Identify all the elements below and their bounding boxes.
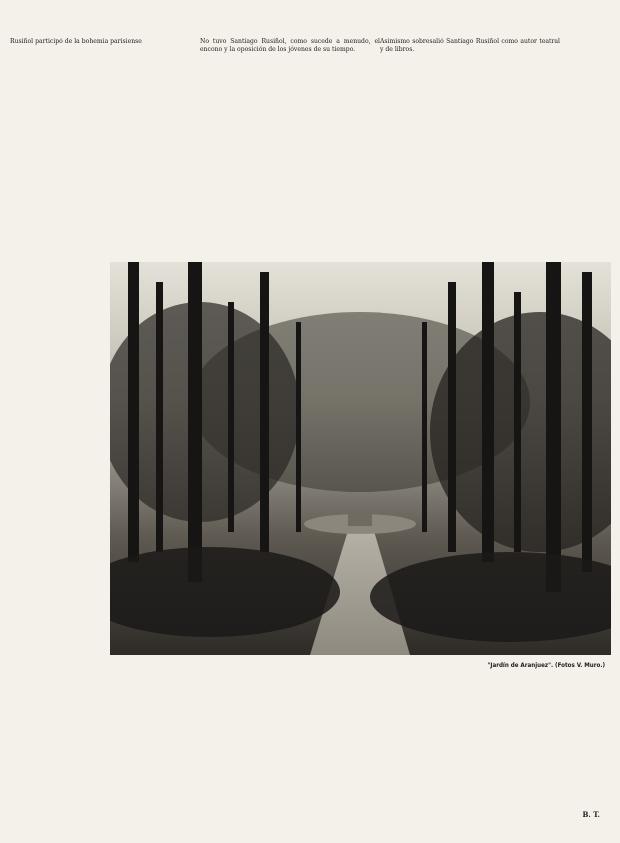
garden-photo-illustration (110, 262, 611, 655)
text-column-1-wrap (10, 258, 100, 583)
author-signature: B. T. (582, 810, 600, 819)
paragraph: Asimismo sobresalió Santiago Rusiñol como autor teatral y de libros. (380, 38, 560, 53)
text-column-1-top (10, 38, 190, 258)
text-column-3-top (380, 38, 560, 258)
photo-caption: "Jardín de Aranjuez". (Fotos V. Muro.) (487, 662, 605, 669)
garden-photo (110, 262, 611, 655)
text-column-2-bottom (200, 662, 380, 823)
paragraph: No tuvo Santiago Rusiñol, como sucede a menudo, el encono y la oposición de los jóvenes de su tiempo. (200, 38, 380, 53)
paragraph: Rusiñol participó de la bohemia parisiense (10, 38, 142, 45)
text-column-2-top (200, 38, 380, 258)
text-column-3-bottom (380, 662, 560, 823)
